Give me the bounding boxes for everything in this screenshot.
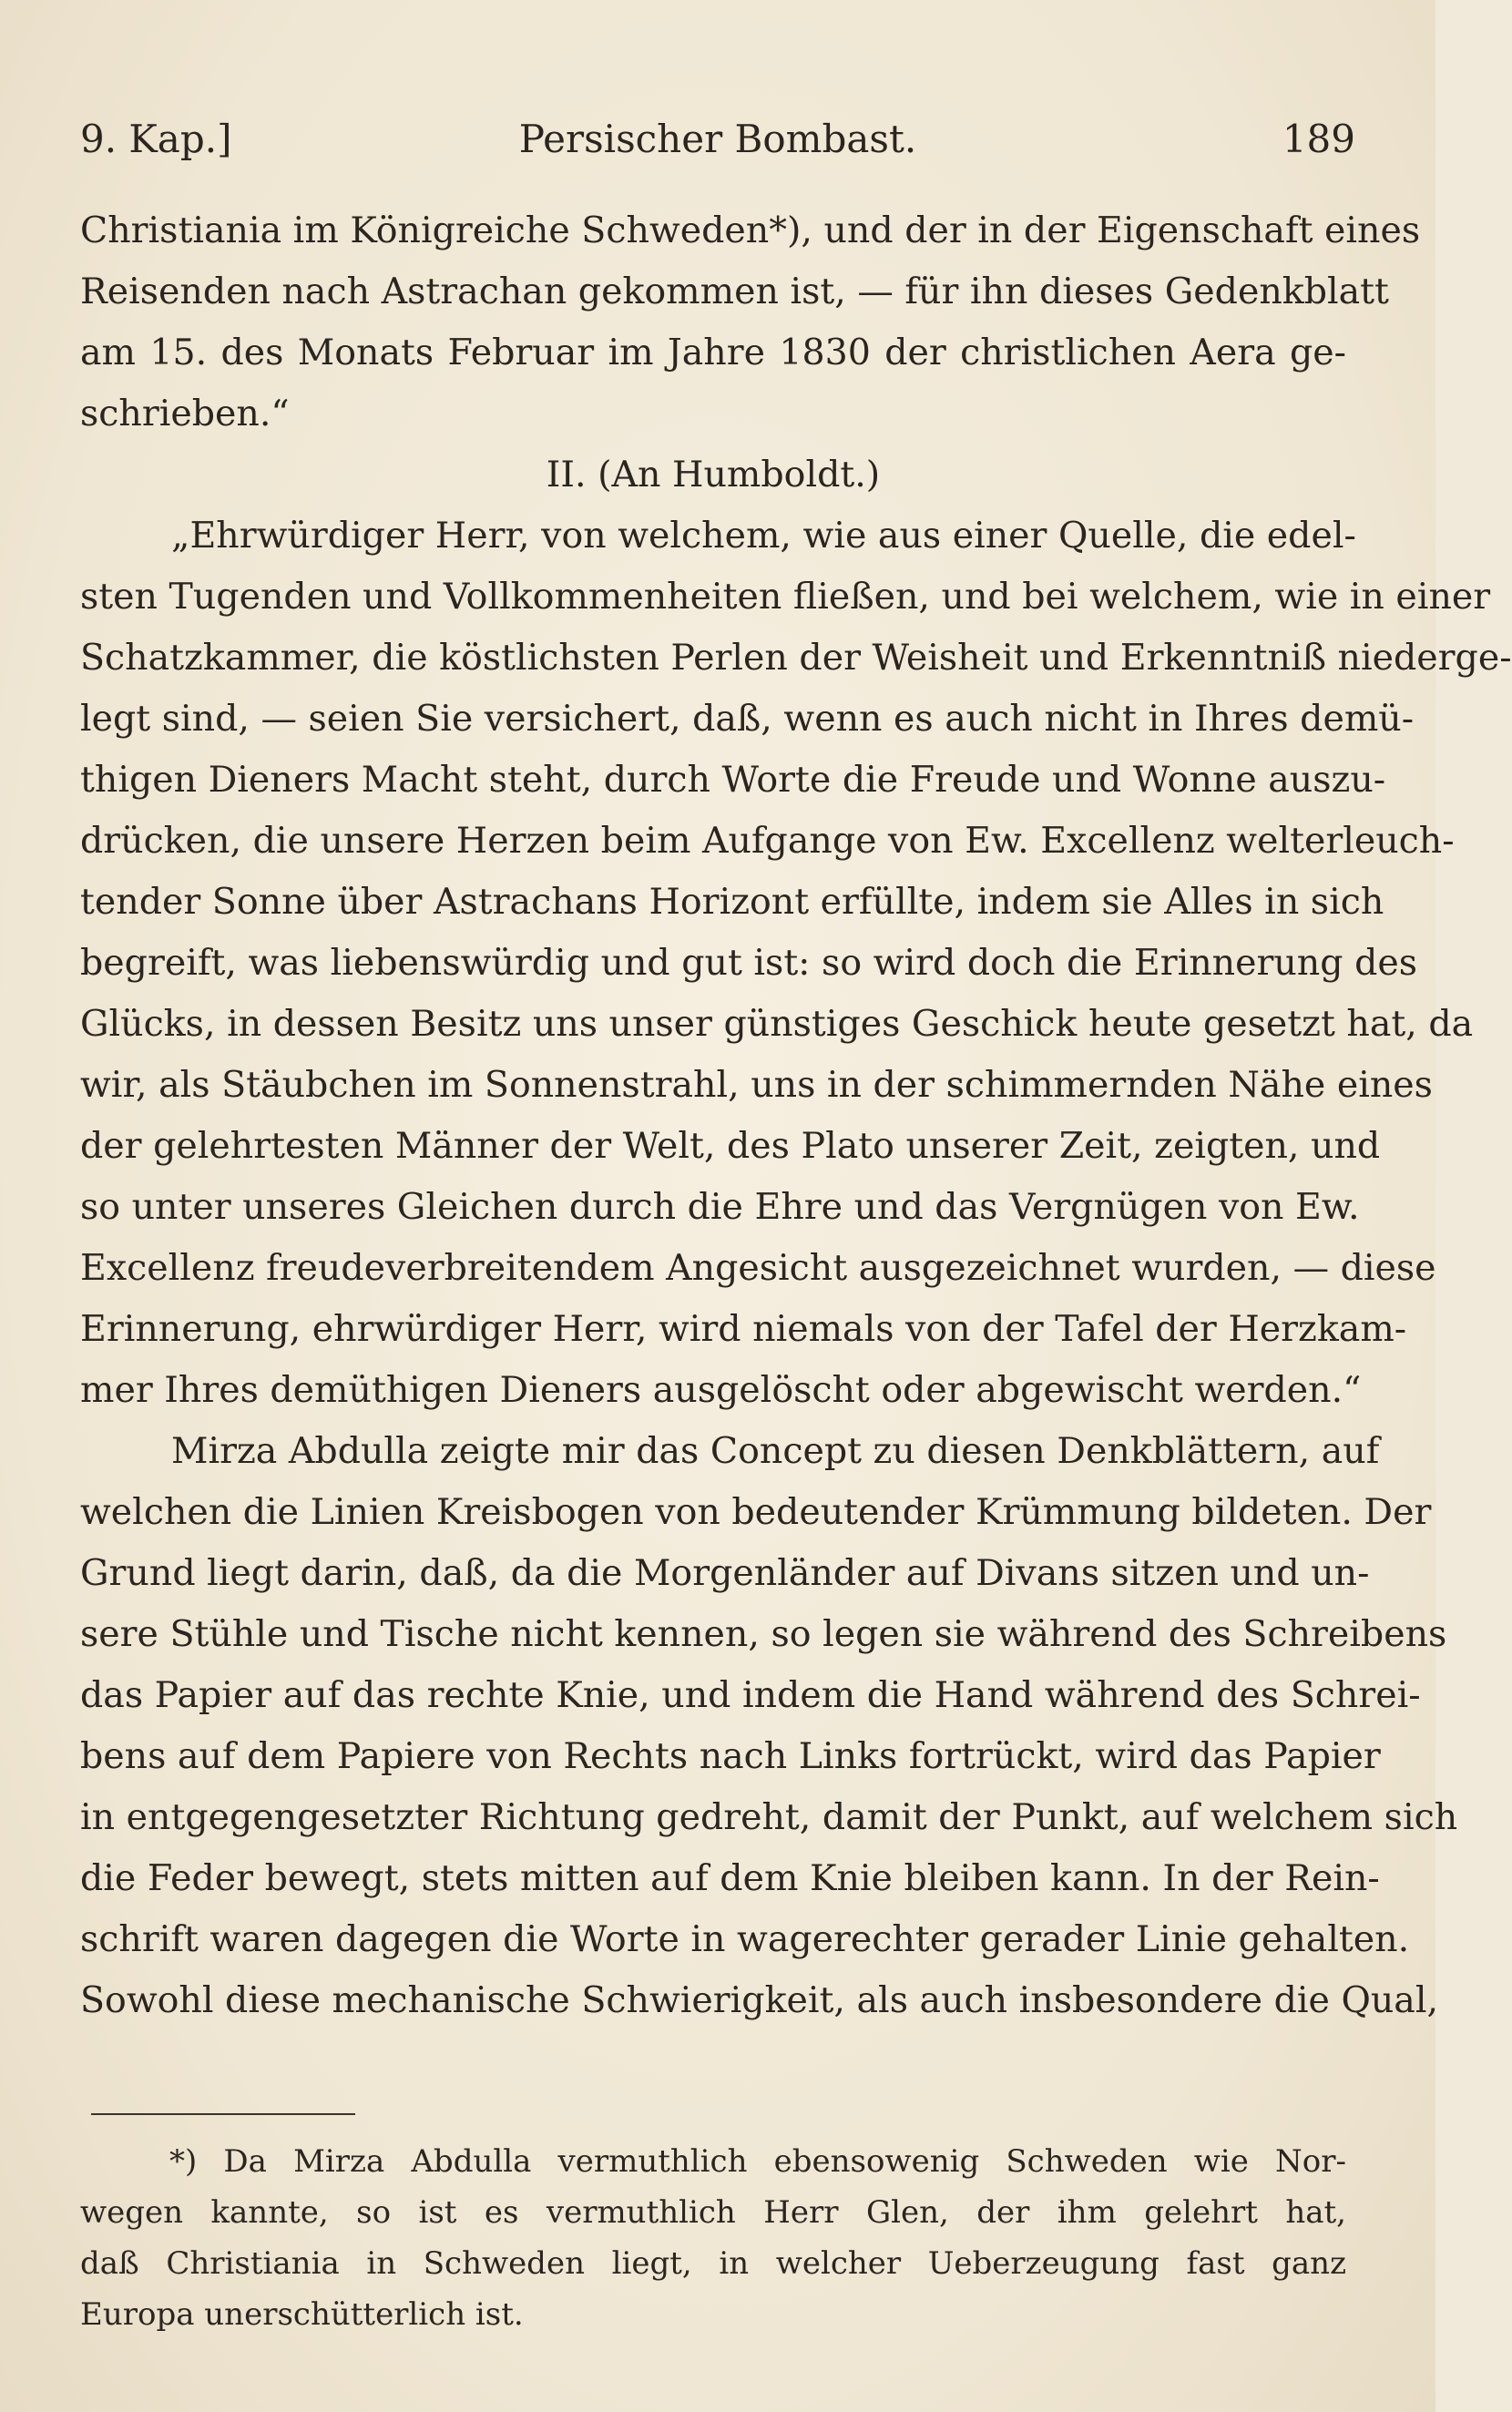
- text-line: mer Ihres demüthigen Dieners ausgelöscht oder abgewischt werden.“: [80, 1369, 1362, 1411]
- running-title: Persischer Bombast.: [518, 117, 917, 161]
- text-line: das Papier auf das rechte Knie, und indem die Hand während des Schrei-: [80, 1674, 1421, 1716]
- text-line: tender Sonne über Astrachans Horizont erfüllte, indem sie Alles in sich: [80, 881, 1384, 923]
- text-line: thigen Dieners Macht steht, durch Worte die Freude und Wonne auszu-: [80, 759, 1386, 801]
- footnote: [80, 2136, 1346, 2340]
- footnote-line: Europa unerschütterlich ist.: [80, 2296, 524, 2333]
- text-line: Sowohl diese mechanische Schwierigkeit, als auch insbesondere die Qual,: [80, 1979, 1439, 2021]
- text-line: Grund liegt darin, daß, da die Morgenländer auf Divans sitzen und un-: [80, 1552, 1370, 1594]
- text-line: wir, als Stäubchen im Sonnenstrahl, uns in der schimmernden Nähe eines: [80, 1064, 1433, 1106]
- text-line: der gelehrtesten Männer der Welt, des Plato unserer Zeit, zeigten, und: [80, 1125, 1381, 1167]
- text-line: Excellenz freudeverbreitendem Angesicht ausgezeichnet wurden, — diese: [80, 1247, 1436, 1289]
- text-line: die Feder bewegt, stets mitten auf dem Knie bleiben kann. In der Rein-: [80, 1857, 1380, 1899]
- text-line: schrift waren dagegen die Worte in wagerechter gerader Linie gehalten.: [80, 1918, 1410, 1960]
- footnote-line: daß Christiania in Schweden liegt, in welcher Ueberzeugung fast ganz: [80, 2245, 1346, 2282]
- text-line: legt sind, — seien Sie versichert, daß, wenn es auch nicht in Ihres demü-: [80, 698, 1415, 740]
- text-line: drücken, die unsere Herzen beim Aufgange von Ew. Excellenz welterleuch-: [80, 820, 1455, 862]
- text-line: Reisenden nach Astrachan gekommen ist, — für ihn dieses Gedenkblatt: [80, 271, 1389, 312]
- text-line: bens auf dem Papiere von Rechts nach Links fortrückt, wird das Papier: [80, 1735, 1381, 1777]
- text-line: Erinnerung, ehrwürdiger Herr, wird niemals von der Tafel der Herzkam-: [80, 1308, 1407, 1350]
- text-line: schrieben.“: [80, 393, 290, 434]
- main-text: [80, 200, 1512, 2031]
- text-line: in entgegengesetzter Richtung gedreht, damit der Punkt, auf welchem sich: [80, 1796, 1458, 1838]
- footnote-line: wegen kannte, so ist es vermuthlich Herr Glen, der ihm gelehrt hat,: [80, 2194, 1346, 2231]
- text-line: Mirza Abdulla zeigte mir das Concept zu diesen Denkblättern, auf: [171, 1430, 1380, 1472]
- text-line: welchen die Linien Kreisbogen von bedeutender Krümmung bildeten. Der: [80, 1491, 1432, 1533]
- running-header: [80, 117, 1355, 171]
- text-line: begreift, was liebenswürdig und gut ist: so wird doch die Erinnerung des: [80, 942, 1417, 984]
- text-line: „Ehrwürdiger Herr, von welchem, wie aus einer Quelle, die edel-: [171, 515, 1356, 557]
- footnote-divider: [91, 2113, 355, 2115]
- text-line: Christiania im Königreiche Schweden*), und der in der Eigenschaft eines: [80, 210, 1421, 251]
- text-line: so unter unseres Gleichen durch die Ehre und das Vergnügen von Ew.: [80, 1186, 1360, 1228]
- text-line: sten Tugenden und Vollkommenheiten fließen, und bei welchem, wie in einer: [80, 576, 1491, 618]
- page-number: 189: [1282, 117, 1355, 161]
- footnote-line: *) Da Mirza Abdulla vermuthlich ebensowenig Schweden wie Nor-: [169, 2143, 1346, 2180]
- chapter-label: 9. Kap.]: [80, 117, 232, 161]
- section-heading: II. (An Humboldt.): [546, 454, 881, 496]
- text-line: Glücks, in dessen Besitz uns unser günstiges Geschick heute gesetzt hat, da: [80, 1003, 1474, 1045]
- text-line: sere Stühle und Tische nicht kennen, so legen sie während des Schreibens: [80, 1613, 1447, 1655]
- text-line: Schatzkammer, die köstlichsten Perlen der Weisheit und Erkenntniß niederge-: [80, 637, 1512, 679]
- text-line: am 15. des Monats Februar im Jahre 1830 der christlichen Aera ge-: [80, 332, 1346, 373]
